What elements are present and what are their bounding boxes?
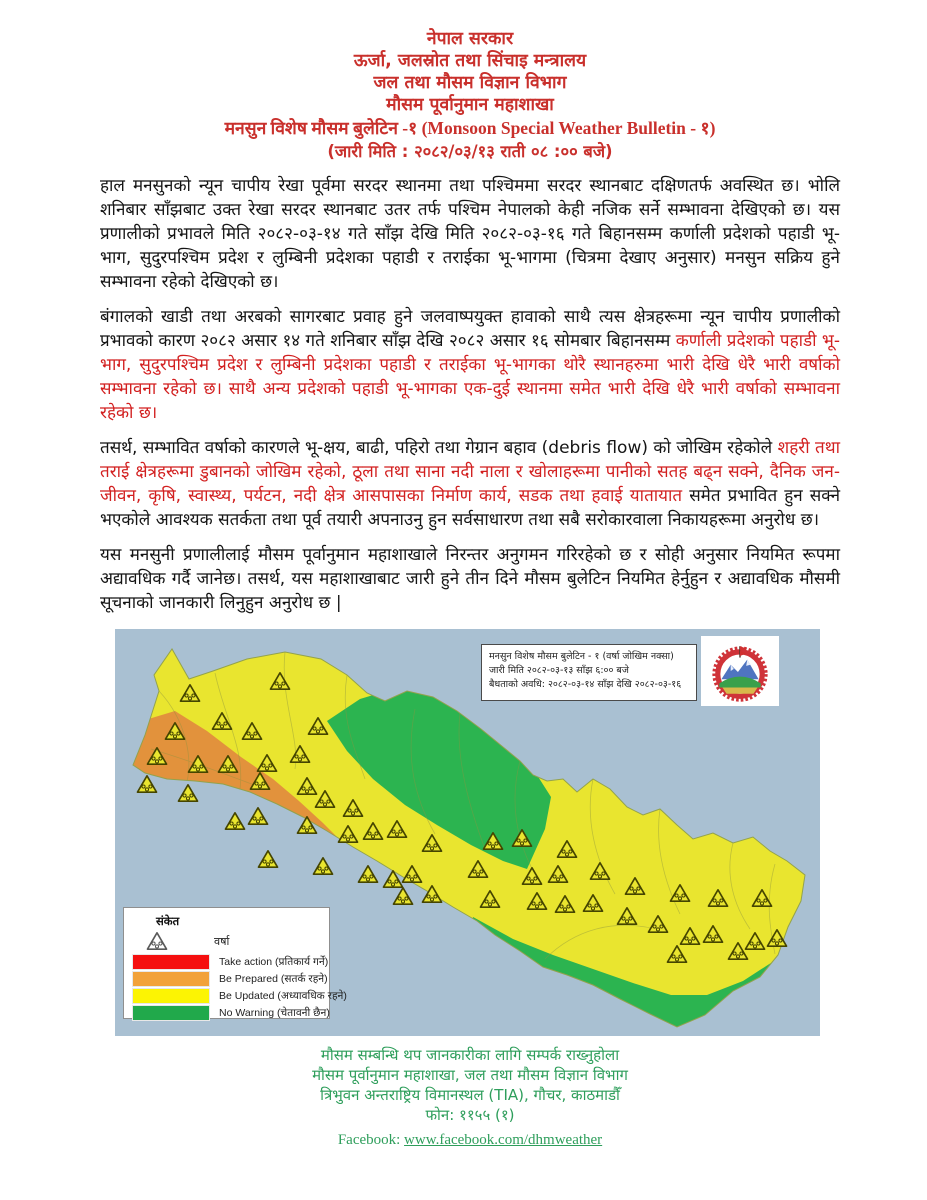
- government-emblem: [701, 636, 779, 706]
- footer-contact-line: मौसम सम्बन्धि थप जानकारीका लागि सम्पर्क राख्नुहोला: [320, 1046, 620, 1064]
- alert-text: कर्णाली प्रदेशको पहाडी भू-भाग, सुदुरपश्चिम प्रदेश र लुम्बिनी प्रदेशका पहाडी र तराईका भू-भागका थोरै स्थानहरुमा भारी देखि धेरै भारी वर्षाको सम्भावना रहेको छ। साथै अन्य प्रदेशको पहाडी भू-भागका एक-दुई स्थानमा समेत भारी देखि धेरै भारी वर्षाको सम्भावना रहेको छ।: [100, 331, 840, 423]
- map-info-line: मनसुन विशेष मौसम बुलेटिन - १ (वर्षा जोखिम नक्सा): [489, 651, 674, 662]
- body-paragraphs: [100, 174, 840, 615]
- legend-row: [132, 1005, 330, 1021]
- rain-warning-icon: [137, 776, 156, 792]
- paragraph: [100, 543, 840, 615]
- header-org-line: नेपाल सरकार: [426, 29, 514, 49]
- header-org-line: जल तथा मौसम विज्ञान विभाग: [373, 73, 567, 93]
- body-text: तसर्थ, सम्भावित वर्षाको कारणले भू-क्षय, बाढी, पहिरो तथा गेग्रान बहाव (debris flow) को जोखिम रहेकोले: [100, 438, 778, 458]
- legend-title: संकेत: [156, 914, 180, 928]
- map-info-line: बैधताको अवधि: २०८२-०३-१४ साँझ देखि २०८२-०३-१६: [489, 678, 682, 690]
- legend-symbol-row: [146, 931, 323, 951]
- risk-map-panel: [115, 629, 820, 1036]
- legend-symbol-label: वर्षा: [214, 934, 230, 948]
- body-text: बंगालको खाडी तथा अरबको सागरबाट प्रवाह हुने जलवाष्पयुक्त हावाको साथै त्यस क्षेत्रहरूमा न्यून चापीय प्रणालीको प्रभावको कारण २०८२ असार १४ गते शनिबार साँझ देखि २०८२ असार १६ सोमबार बिहानसम्म: [100, 307, 840, 351]
- body-text: यस मनसुनी प्रणालीलाई मौसम पूर्वानुमान महाशाखाले निरन्तर अनुगमन गरिरहेको छ र सोही अनुसार नियमित रूपमा अद्यावधिक गर्दै जानेछ। तसर्थ, यस महाशाखाबाट जारी हुने तीन दिने मौसम बुलेटिन नियमित हेर्नुहुन र अद्यावधिक मौसमी सूचनाको जानकारी लिनुहुन अनुरोध छ |: [100, 545, 840, 613]
- paragraph: [100, 174, 840, 294]
- rain-warning-icon: [313, 858, 332, 874]
- rain-warning-icon: [248, 808, 267, 824]
- legend-row: [132, 988, 347, 1004]
- legend-row: [132, 971, 328, 987]
- legend-row: [132, 954, 329, 970]
- footer-facebook-row: [100, 1129, 840, 1151]
- map-legend: [123, 907, 347, 1019]
- issue-datetime: (जारी मिति : २०८२/०३/१३ राती ०८ :०० बजे): [327, 142, 613, 161]
- rain-warning-icon: [258, 851, 277, 867]
- alert-text: शहरी तथा तराई क्षेत्रहरूमा डुबानको जोखिम रहेको, ठूला तथा साना नदी नाला र खोलाहरूमा पानीको सतह बढ्न सक्ने, दैनिक जन-जीवन, कृषि, स्वास्थ्य, पर्यटन, नदी क्षेत्र आसपासका निर्माण कार्य, सडक तथा हवाई यातायात: [100, 438, 840, 506]
- facebook-link[interactable]: www.facebook.com/dhmweather: [404, 1132, 603, 1148]
- rain-warning-icon: [146, 931, 168, 951]
- rain-warning-icon: [393, 888, 412, 904]
- legend-color-swatch: [132, 954, 210, 970]
- document-header: [100, 28, 840, 163]
- paragraph: [100, 436, 840, 532]
- body-text: हाल मनसुनको न्यून चापीय रेखा पूर्वमा सरदर स्थानमा तथा पश्चिममा सरदर स्थानबाट दक्षिणतर्फ अवस्थित छ। भोलि शनिबार साँझबाट उक्त रेखा सरदर स्थानबाट उतर तर्फ पश्चिम नेपालको केही नजिक सर्ने सम्भावना देखिएको छ। यस प्रणालीको प्रभावले मिति २०८२-०३-१४ गते साँझ देखि मिति २०८२-०३-१६ गते बिहानसम्म कर्णाली प्रदेशको पहाडी भू-भाग, सुदुरपश्चिम प्रदेश र लुम्बिनी प्रदेशका पहाडी र तराईका भू-भागमा (चित्रमा देखाए अनुसार) मनसुन सक्रिय हुने सम्भावना रहेको देखिएको छ।: [100, 176, 840, 292]
- header-org-line: मौसम पूर्वानुमान महाशाखा: [386, 95, 554, 115]
- legend-label: Take action (प्रतिकार्य गर्ने): [219, 956, 329, 968]
- footer-address-line: त्रिभुवन अन्तराष्ट्रिय विमानस्थल (TIA), गौचर, काठमाडौँ: [320, 1086, 620, 1104]
- document-footer: [100, 1045, 840, 1151]
- rain-warning-icon: [178, 785, 197, 801]
- body-text: समेत प्रभावित हुन सक्ने भएकोले आवश्यक सतर्कता तथा पूर्व तयारी अपनाउनु हुन सर्वसाधारण तथा सबै सरोकारवाला निकायहरूमा अनुरोध छ।: [100, 486, 841, 530]
- rain-warning-icon: [358, 866, 377, 882]
- header-org-line: ऊर्जा, जलस्रोत तथा सिंचाइ मन्त्रालय: [353, 51, 587, 71]
- legend-color-swatch: [132, 1005, 210, 1021]
- footer-division-line: मौसम पूर्वानुमान महाशाखा, जल तथा मौसम विज्ञान विभाग: [312, 1066, 628, 1084]
- facebook-label: Facebook:: [337, 1132, 401, 1148]
- bulletin-title: मनसुन विशेष मौसम बुलेटिन -१ (Monsoon Special Weather Bulletin - १): [224, 118, 716, 138]
- legend-rows: [132, 954, 347, 1021]
- footer-phone-line: फोन: ११५५ (१): [425, 1106, 515, 1124]
- rain-warning-icon: [225, 813, 244, 829]
- legend-label: Be Updated (अध्यावधिक रहने): [219, 990, 347, 1002]
- legend-label: No Warning (चेतावनी छैन): [219, 1007, 330, 1019]
- paragraph: [100, 305, 840, 425]
- nepal-emblem-icon: [709, 640, 771, 702]
- legend-label: Be Prepared (सतर्क रहने): [219, 973, 328, 985]
- legend-color-swatch: [132, 988, 210, 1004]
- map-info-box: [481, 644, 697, 701]
- map-info-line: जारी मिति २०८२-०३-१३ साँझ ६:०० बजे: [489, 664, 629, 676]
- header-org-lines: [100, 28, 840, 116]
- legend-color-swatch: [132, 971, 210, 987]
